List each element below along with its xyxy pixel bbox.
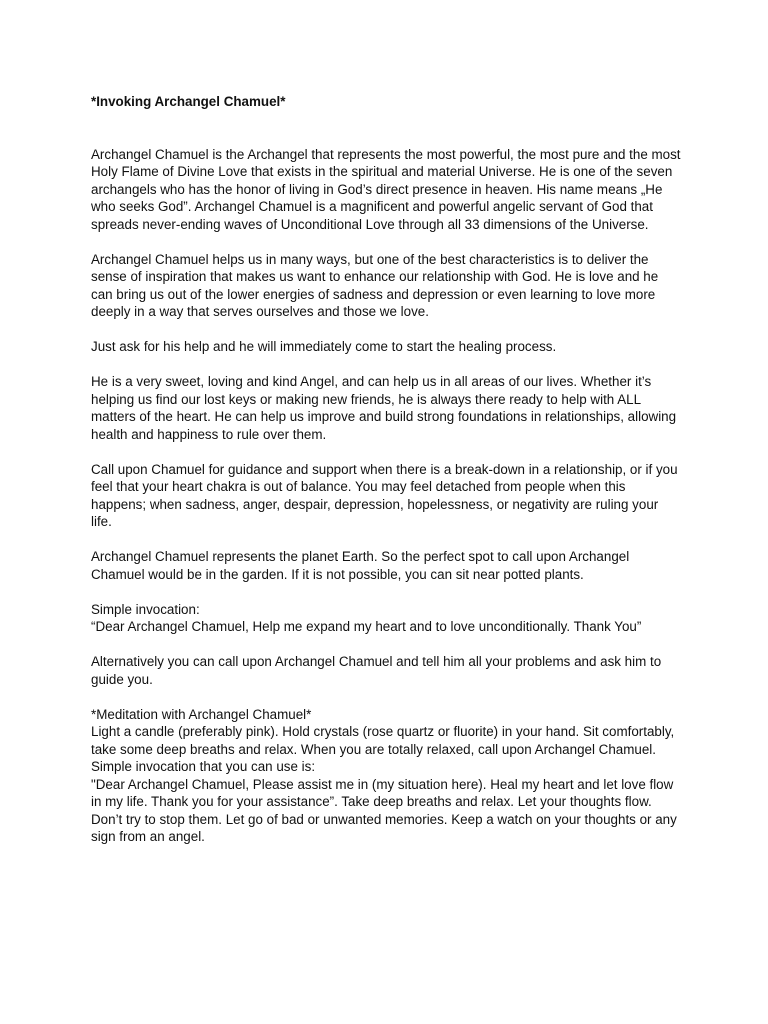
paragraph-helps: Archangel Chamuel helps us in many ways, but one of the best characteristics is to deliver the sense of inspiration that makes us want to enhance our relationship with God. He is love and he can bring us out of the lower energies of sadness and depression or even learning to love more deeply in a way that serves ourselves and those we love.: [91, 251, 659, 319]
paragraph-simple-invocation: Simple invocation: “Dear Archangel Chamuel, Help me expand my heart and to love unconditionally. Thank You”: [91, 601, 642, 634]
paragraph-call-upon: Call upon Chamuel for guidance and support when there is a break-down in a relationship, or if you feel that your heart chakra is out of balance. You may feel detached from people when this happens; when sadness, anger, despair, depression, hopelessness, or negativity are ruling your life.: [91, 461, 678, 529]
paragraph-ask: Just ask for his help and he will immediately come to start the healing process.: [91, 339, 557, 354]
paragraph-alternatively: Alternatively you can call upon Archangel Chamuel and tell him all your problems and ask him to guide you.: [91, 654, 662, 687]
document-body: [91, 93, 681, 846]
paragraph-intro: Archangel Chamuel is the Archangel that represents the most powerful, the most pure and the most Holy Flame of Divine Love that exists in the spiritual and material Universe. He is one of the seven archangels who has the honor of living in God’s direct presence in heaven. His name means „He who seeks God”. Archangel Chamuel is a magnificent and powerful angelic servant of God that spreads never-ending waves of Unconditional Love through all 33 dimensions of the Universe.: [91, 146, 681, 232]
document-title: *Invoking Archangel Chamuel*: [91, 94, 286, 109]
paragraph-meditation: *Meditation with Archangel Chamuel* Light a candle (preferably pink). Hold crystals (rose quartz or fluorite) in your hand. Sit comfortably, take some deep breaths and relax. When you are totally relaxed, call upon Archangel Chamuel. Simple invocation that you can use is: "Dear Archangel Chamuel, Please assist me in (my situation here). Heal my heart and let love flow in my life. Thank you for your assistance”. Take deep breaths and relax. Let your thoughts flow. Don’t try to stop them. Let go of bad or unwanted memories. Keep a watch on your thoughts or any sign from an angel.: [91, 706, 677, 844]
paragraph-kind-angel: He is a very sweet, loving and kind Angel, and can help us in all areas of our lives. Whether it’s helping us find our lost keys or making new friends, he is always there ready to help with ALL matters of the heart. He can help us improve and build strong foundations in relationships, allowing health and happiness to rule over them.: [91, 374, 677, 442]
paragraph-planet-earth: Archangel Chamuel represents the planet Earth. So the perfect spot to call upon Archangel Chamuel would be in the garden. If it is not possible, you can sit near potted plants.: [91, 549, 630, 582]
